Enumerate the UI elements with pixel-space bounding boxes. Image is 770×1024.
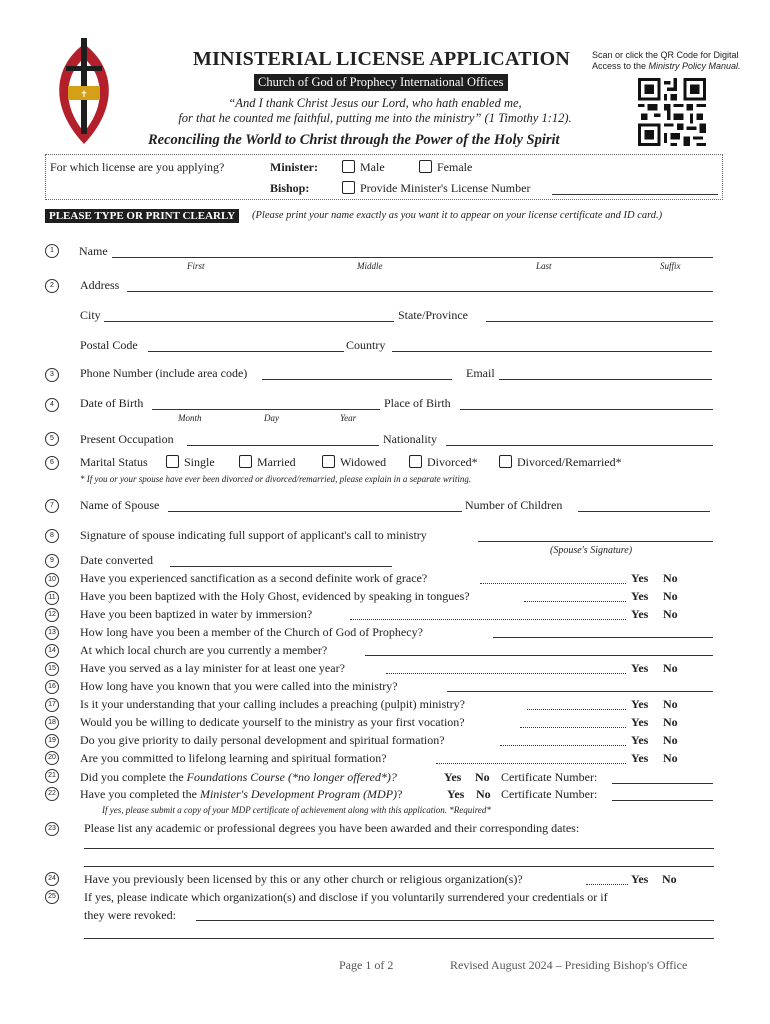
q17-label: Is it your understanding that your calling includes a preaching (pulpit) ministry? [80, 697, 465, 711]
q17-no[interactable]: No [663, 697, 678, 711]
q20-no[interactable]: No [663, 751, 678, 765]
q21-no[interactable]: No [475, 770, 490, 784]
q20-label: Are you committed to lifelong learning and spiritual formation? [80, 751, 387, 765]
middle-caption: Middle [357, 261, 383, 271]
item-number: 19 [45, 734, 59, 748]
q25-label-line2: they were revoked: [84, 908, 176, 922]
spouse-signature-field[interactable] [478, 541, 713, 542]
q20-yes[interactable]: Yes [631, 751, 649, 765]
q15-label: Have you served as a lay minister for at least one year? [80, 661, 345, 675]
nationality-field[interactable] [446, 445, 713, 446]
item-number: 25 [45, 890, 59, 904]
item-number: 1 [45, 244, 59, 258]
pob-field[interactable] [460, 409, 713, 410]
occupation-field[interactable] [187, 445, 379, 446]
divorced-checkbox[interactable] [409, 455, 422, 468]
q11-no[interactable]: No [663, 589, 678, 603]
leader-dots [480, 583, 626, 584]
divorced-remarried-checkbox[interactable] [499, 455, 512, 468]
q22-cert-field[interactable] [612, 800, 713, 801]
item-number: 16 [45, 680, 59, 694]
postal-field[interactable] [148, 351, 344, 352]
item-number: 17 [45, 698, 59, 712]
pob-label: Place of Birth [384, 396, 451, 410]
q25-field-line1[interactable] [196, 920, 714, 921]
item-number: 14 [45, 644, 59, 658]
q13-field[interactable] [493, 637, 713, 638]
q16-field[interactable] [447, 691, 713, 692]
q22-no[interactable]: No [476, 787, 491, 801]
q22-label: Have you completed the Minister's Development Program (MDP)? [80, 787, 403, 801]
name-label: Name [79, 244, 108, 258]
day-caption: Day [264, 413, 279, 423]
q24-yes[interactable]: Yes [631, 872, 649, 886]
item-number: 2 [45, 279, 59, 293]
page-title: MINISTERIAL LICENSE APPLICATION [193, 48, 571, 70]
item-number: 11 [45, 591, 59, 605]
subtitle-banner: Church of God of Prophecy International Offices [254, 74, 508, 91]
leader-dots [586, 884, 628, 885]
item-number: 12 [45, 608, 59, 622]
email-label: Email [466, 366, 495, 380]
bishop-checkbox[interactable] [342, 181, 355, 194]
leader-dots [520, 727, 626, 728]
q21-yes[interactable]: Yes [444, 770, 462, 784]
q21-cert-label: Certificate Number: [501, 770, 598, 784]
item-number: 20 [45, 751, 59, 765]
email-field[interactable] [499, 379, 712, 380]
church-logo [44, 36, 124, 148]
policy-manual-link[interactable]: Ministry Policy Manual. [648, 61, 741, 71]
marital-label: Marital Status [80, 455, 148, 469]
month-caption: Month [178, 413, 202, 423]
postal-label: Postal Code [80, 338, 138, 352]
state-label: State/Province [398, 308, 468, 322]
married-option[interactable]: Married [239, 455, 296, 470]
q17-yes[interactable]: Yes [631, 697, 649, 711]
female-option[interactable]: Female [419, 160, 472, 175]
q10-yes[interactable]: Yes [631, 571, 649, 585]
q24-no[interactable]: No [662, 872, 677, 886]
q11-yes[interactable]: Yes [631, 589, 649, 603]
item-number: 23 [45, 822, 59, 836]
q21-cert-field[interactable] [612, 783, 713, 784]
leader-dots [500, 745, 626, 746]
address-label: Address [80, 278, 120, 292]
leader-dots [386, 673, 626, 674]
date-converted-field[interactable] [170, 566, 392, 567]
q14-label: At which local church are you currently a member? [80, 643, 328, 657]
q24-label: Have you previously been licensed by this or any other church or religious organization(s)? [84, 872, 523, 886]
q21-label: Did you complete the Foundations Course (*no longer offered*)? [80, 770, 397, 784]
item-number: 22 [45, 787, 59, 801]
minister-label: Minister: [270, 160, 318, 174]
q14-field[interactable] [365, 655, 713, 656]
bishop-option[interactable]: Provide Minister's License Number [342, 181, 530, 196]
page-number: Page 1 of 2 [339, 958, 394, 972]
country-field[interactable] [392, 351, 712, 352]
item-number: 15 [45, 662, 59, 676]
divorced-remarried-option[interactable]: Divorced/Remarried* [499, 455, 622, 470]
scripture-quote: “And I thank Christ Jesus our Lord, who hath enabled me, for that he counted me faithful, putting me into the ministry” (1 Timothy 1:12). [178, 96, 572, 125]
leader-dots [436, 763, 626, 764]
year-caption: Year [340, 413, 357, 423]
widowed-option[interactable]: Widowed [322, 455, 386, 470]
q18-yes[interactable]: Yes [631, 715, 649, 729]
address-field[interactable] [127, 291, 713, 292]
q19-yes[interactable]: Yes [631, 733, 649, 747]
ministers-license-number-field[interactable] [552, 194, 718, 195]
print-note: (Please print your name exactly as you want it to appear on your license certificate and ID card.) [252, 210, 663, 221]
dob-field[interactable] [152, 409, 380, 410]
mdp-note: If yes, please submit a copy of your MDP certificate of achievement along with this application. *Required* [102, 805, 491, 815]
marital-note: * If you or your spouse have ever been divorced or divorced/remarried, please explain in a separate writing. [80, 474, 472, 484]
item-number: 6 [45, 456, 59, 470]
state-field[interactable] [486, 321, 713, 322]
q25-field-line2[interactable] [84, 938, 714, 939]
q18-no[interactable]: No [663, 715, 678, 729]
item-number: 3 [45, 368, 59, 382]
q12-no[interactable]: No [663, 607, 678, 621]
leader-dots [350, 619, 626, 620]
spouse-signature-caption: (Spouse's Signature) [550, 545, 633, 556]
item-number: 18 [45, 716, 59, 730]
item-number: 7 [45, 499, 59, 513]
divorced-option[interactable]: Divorced* [409, 455, 478, 470]
qr-note: Scan or click the QR Code for Digital Access to the Ministry Policy Manual. [592, 50, 741, 71]
q12-label: Have you been baptized in water by immersion? [80, 607, 313, 621]
spouse-signature-label: Signature of spouse indicating full support of applicant's call to ministry [80, 528, 427, 542]
country-label: Country [346, 338, 386, 352]
children-field[interactable] [578, 511, 710, 512]
city-label: City [80, 308, 101, 322]
q25-label-line1: If yes, please indicate which organization(s) and disclose if you voluntarily surrendered your credentials or if [84, 890, 608, 904]
female-checkbox[interactable] [419, 160, 432, 173]
item-number: 24 [45, 872, 59, 886]
suffix-caption: Suffix [660, 261, 681, 271]
q12-yes[interactable]: Yes [631, 607, 649, 621]
married-checkbox[interactable] [239, 455, 252, 468]
phone-label: Phone Number (include area code) [80, 366, 248, 380]
single-checkbox[interactable] [166, 455, 179, 468]
name-field[interactable] [112, 257, 713, 258]
male-checkbox[interactable] [342, 160, 355, 173]
spouse-field[interactable] [168, 511, 462, 512]
last-caption: Last [536, 261, 552, 271]
leader-dots [524, 601, 626, 602]
first-caption: First [187, 261, 205, 271]
motto: Reconciling the World to Christ through the Power of the Holy Spirit [148, 132, 560, 148]
item-number: 9 [45, 554, 59, 568]
single-option[interactable]: Single [166, 455, 215, 470]
q16-label: How long have you known that you were called into the ministry? [80, 679, 398, 693]
bishop-label: Bishop: [270, 181, 310, 195]
children-label: Number of Children [465, 498, 563, 512]
item-number: 5 [45, 432, 59, 446]
q10-label: Have you experienced sanctification as a second definite work of grace? [80, 571, 428, 585]
q19-label: Do you give priority to daily personal development and spiritual formation? [80, 733, 445, 747]
date-converted-label: Date converted [80, 553, 153, 567]
phone-field[interactable] [262, 379, 452, 380]
print-clearly-banner: PLEASE TYPE OR PRINT CLEARLY [45, 209, 239, 223]
widowed-checkbox[interactable] [322, 455, 335, 468]
nationality-label: Nationality [383, 432, 437, 446]
qr-code-icon[interactable] [638, 78, 706, 146]
spouse-label: Name of Spouse [80, 498, 160, 512]
item-number: 21 [45, 769, 59, 783]
q10-no[interactable]: No [663, 571, 678, 585]
item-number: 10 [45, 573, 59, 587]
q23-label: Please list any academic or professional degrees you have been awarded and their corresponding dates: [84, 821, 580, 835]
male-option[interactable]: Male [342, 160, 385, 175]
q22-yes[interactable]: Yes [447, 787, 465, 801]
dob-label: Date of Birth [80, 396, 144, 410]
q23-field-line1[interactable] [84, 848, 714, 849]
q18-label: Would you be willing to dedicate yourself to the ministry as your first vocation? [80, 715, 465, 729]
item-number: 4 [45, 398, 59, 412]
q19-no[interactable]: No [663, 733, 678, 747]
q11-label: Have you been baptized with the Holy Ghost, evidenced by speaking in tongues? [80, 589, 470, 603]
city-field[interactable] [104, 321, 394, 322]
item-number: 8 [45, 529, 59, 543]
q13-label: How long have you been a member of the Church of God of Prophecy? [80, 625, 423, 639]
q15-no[interactable]: No [663, 661, 678, 675]
q22-cert-label: Certificate Number: [501, 787, 598, 801]
q15-yes[interactable]: Yes [631, 661, 649, 675]
license-question: For which license are you applying? [50, 160, 225, 174]
leader-dots [527, 709, 626, 710]
svg-text:✝: ✝ [80, 90, 88, 100]
revision-note: Revised August 2024 – Presiding Bishop's Office [450, 958, 688, 972]
occupation-label: Present Occupation [80, 432, 174, 446]
item-number: 13 [45, 626, 59, 640]
q23-field-line2[interactable] [84, 866, 714, 867]
